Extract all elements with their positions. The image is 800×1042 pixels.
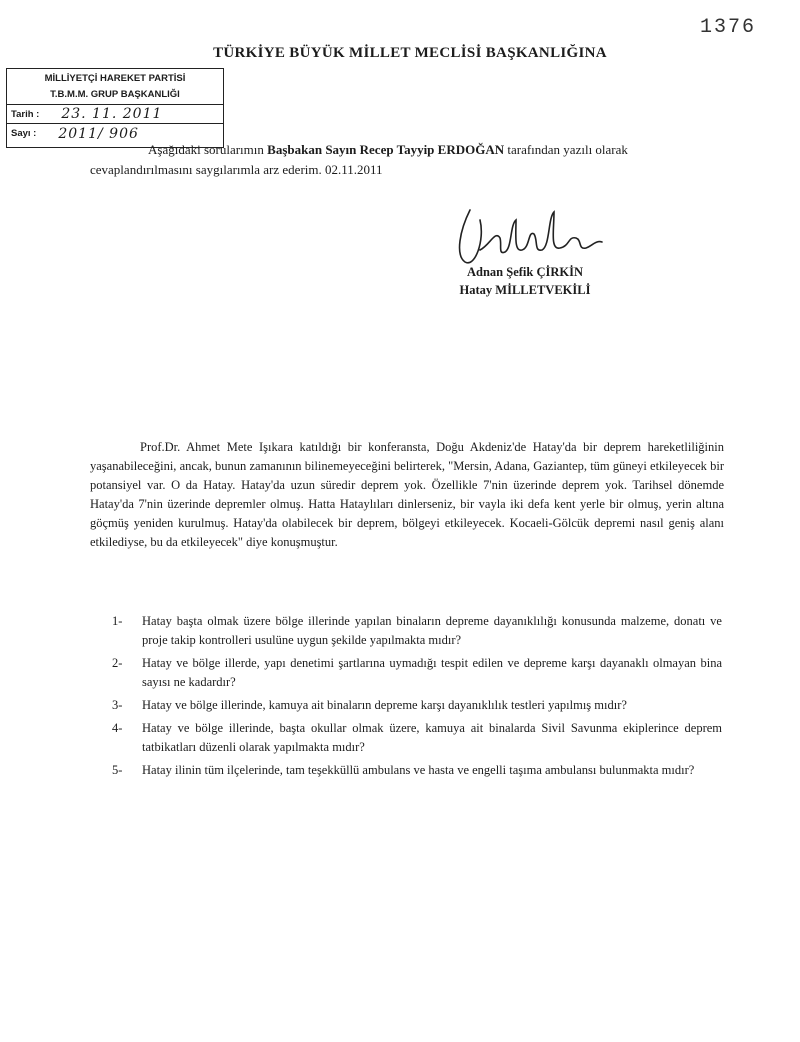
stamp-date-row <box>7 105 223 124</box>
body-paragraph: Prof.Dr. Ahmet Mete Işıkara katıldığı bir konferansta, Doğu Akdeniz'de Hatay'da bir deprem hareketliliğinin yaşanabileceğini, ancak, bunun zamanının bilinemeyeceğini belirterek, "Mersin, Adana, Gaziantep, tüm güneyi etkileyecek bir potansiyel var. O da Hatay. Hatay'da uzun süredir deprem yok. Özellikle 7'nin üzerinde deprem yok. Tarihsel dönemde Hatay'da 7'nin üzerinde depremler olmuş. Hatta Hataylıları dinlerseniz, bir vayla iki defa kent yerle bir olmuş, yerin altına göçmüş yeniden kurulmuş. Hatay'da olabilecek bir deprem, bölgeyi etkileyecek. Kocaeli-Gölcük depremi nasıl geniş alanı etkilediyse, bu da etkileyecek" diye konuşmuştur. <box>90 440 724 549</box>
intro-pre: Aşağıdaki sorularımın <box>148 142 268 157</box>
question-text: Hatay ve bölge illerde, yapı denetimi şartlarına uymadığı tespit edilen ve depreme karşı dayanaklı olmayan bina sayısı ne kadardır? <box>142 656 722 689</box>
question-number: 4- <box>112 721 123 735</box>
question-text: Hatay ve bölge illerinde, kamuya ait binaların depreme karşı dayanıklılık testleri yapılmış mıdır? <box>142 698 627 712</box>
question-list <box>112 612 722 784</box>
question-item <box>112 719 722 757</box>
stamp-number-label: Sayı : <box>11 128 37 139</box>
signer-title: Hatay MİLLETVEKİLİ <box>459 283 591 297</box>
question-text: Hatay ilinin tüm ilçelerinde, tam teşekküllü ambulans ve hasta ve engelli taşıma ambulansı bulunmakta mıdır? <box>142 763 695 777</box>
handwritten-signature <box>450 200 610 270</box>
stamp-date-value: 23. 11. 2011 <box>61 106 163 122</box>
stamp-date-label: Tarih : <box>11 108 40 120</box>
stamp-group-name: T.B.M.M. GRUP BAŞKANLIĞI <box>50 89 180 100</box>
signer-name: Adnan Şefik ÇİRKİN <box>466 265 583 279</box>
page-number: 1376 <box>700 16 757 39</box>
intro-addressee: Başbakan Sayın Recep Tayyip ERDOĞAN <box>267 142 505 157</box>
question-number: 2- <box>112 656 123 670</box>
signer-block <box>430 263 620 299</box>
intro-post: tarafından yazılı olarak cevaplandırılmasını saygılarımla arz ederim. 02.11.2011 <box>90 142 628 177</box>
question-item <box>112 654 722 692</box>
stamp-header <box>7 69 223 105</box>
question-number: 3- <box>112 698 123 712</box>
stamp-party-name: MİLLİYETÇİ HAREKET PARTİSİ <box>44 73 186 84</box>
question-item <box>112 612 722 650</box>
received-stamp <box>6 68 224 148</box>
question-item <box>112 696 722 715</box>
question-item <box>112 761 722 780</box>
question-text: Hatay ve bölge illerinde, başta okullar olmak üzere, kamuya ait binalarda Sivil Savunma ekiplerince deprem tatbikatları düzenli olarak yapılmakta mıdır? <box>142 721 722 754</box>
question-text: Hatay başta olmak üzere bölge illerinde yapılan binaların depreme dayanıklılığı konusunda malzeme, donatı ve proje takip kontrolleri usulüne uygun şekilde yapılmakta mıdır? <box>142 614 722 647</box>
intro-paragraph <box>90 140 660 180</box>
question-number: 5- <box>112 763 123 777</box>
document-title: TÜRKİYE BÜYÜK MİLLET MECLİSİ BAŞKANLIĞINA <box>213 45 607 61</box>
stamp-number-value: 2011/ 906 <box>58 125 139 142</box>
question-number: 1- <box>112 614 123 628</box>
